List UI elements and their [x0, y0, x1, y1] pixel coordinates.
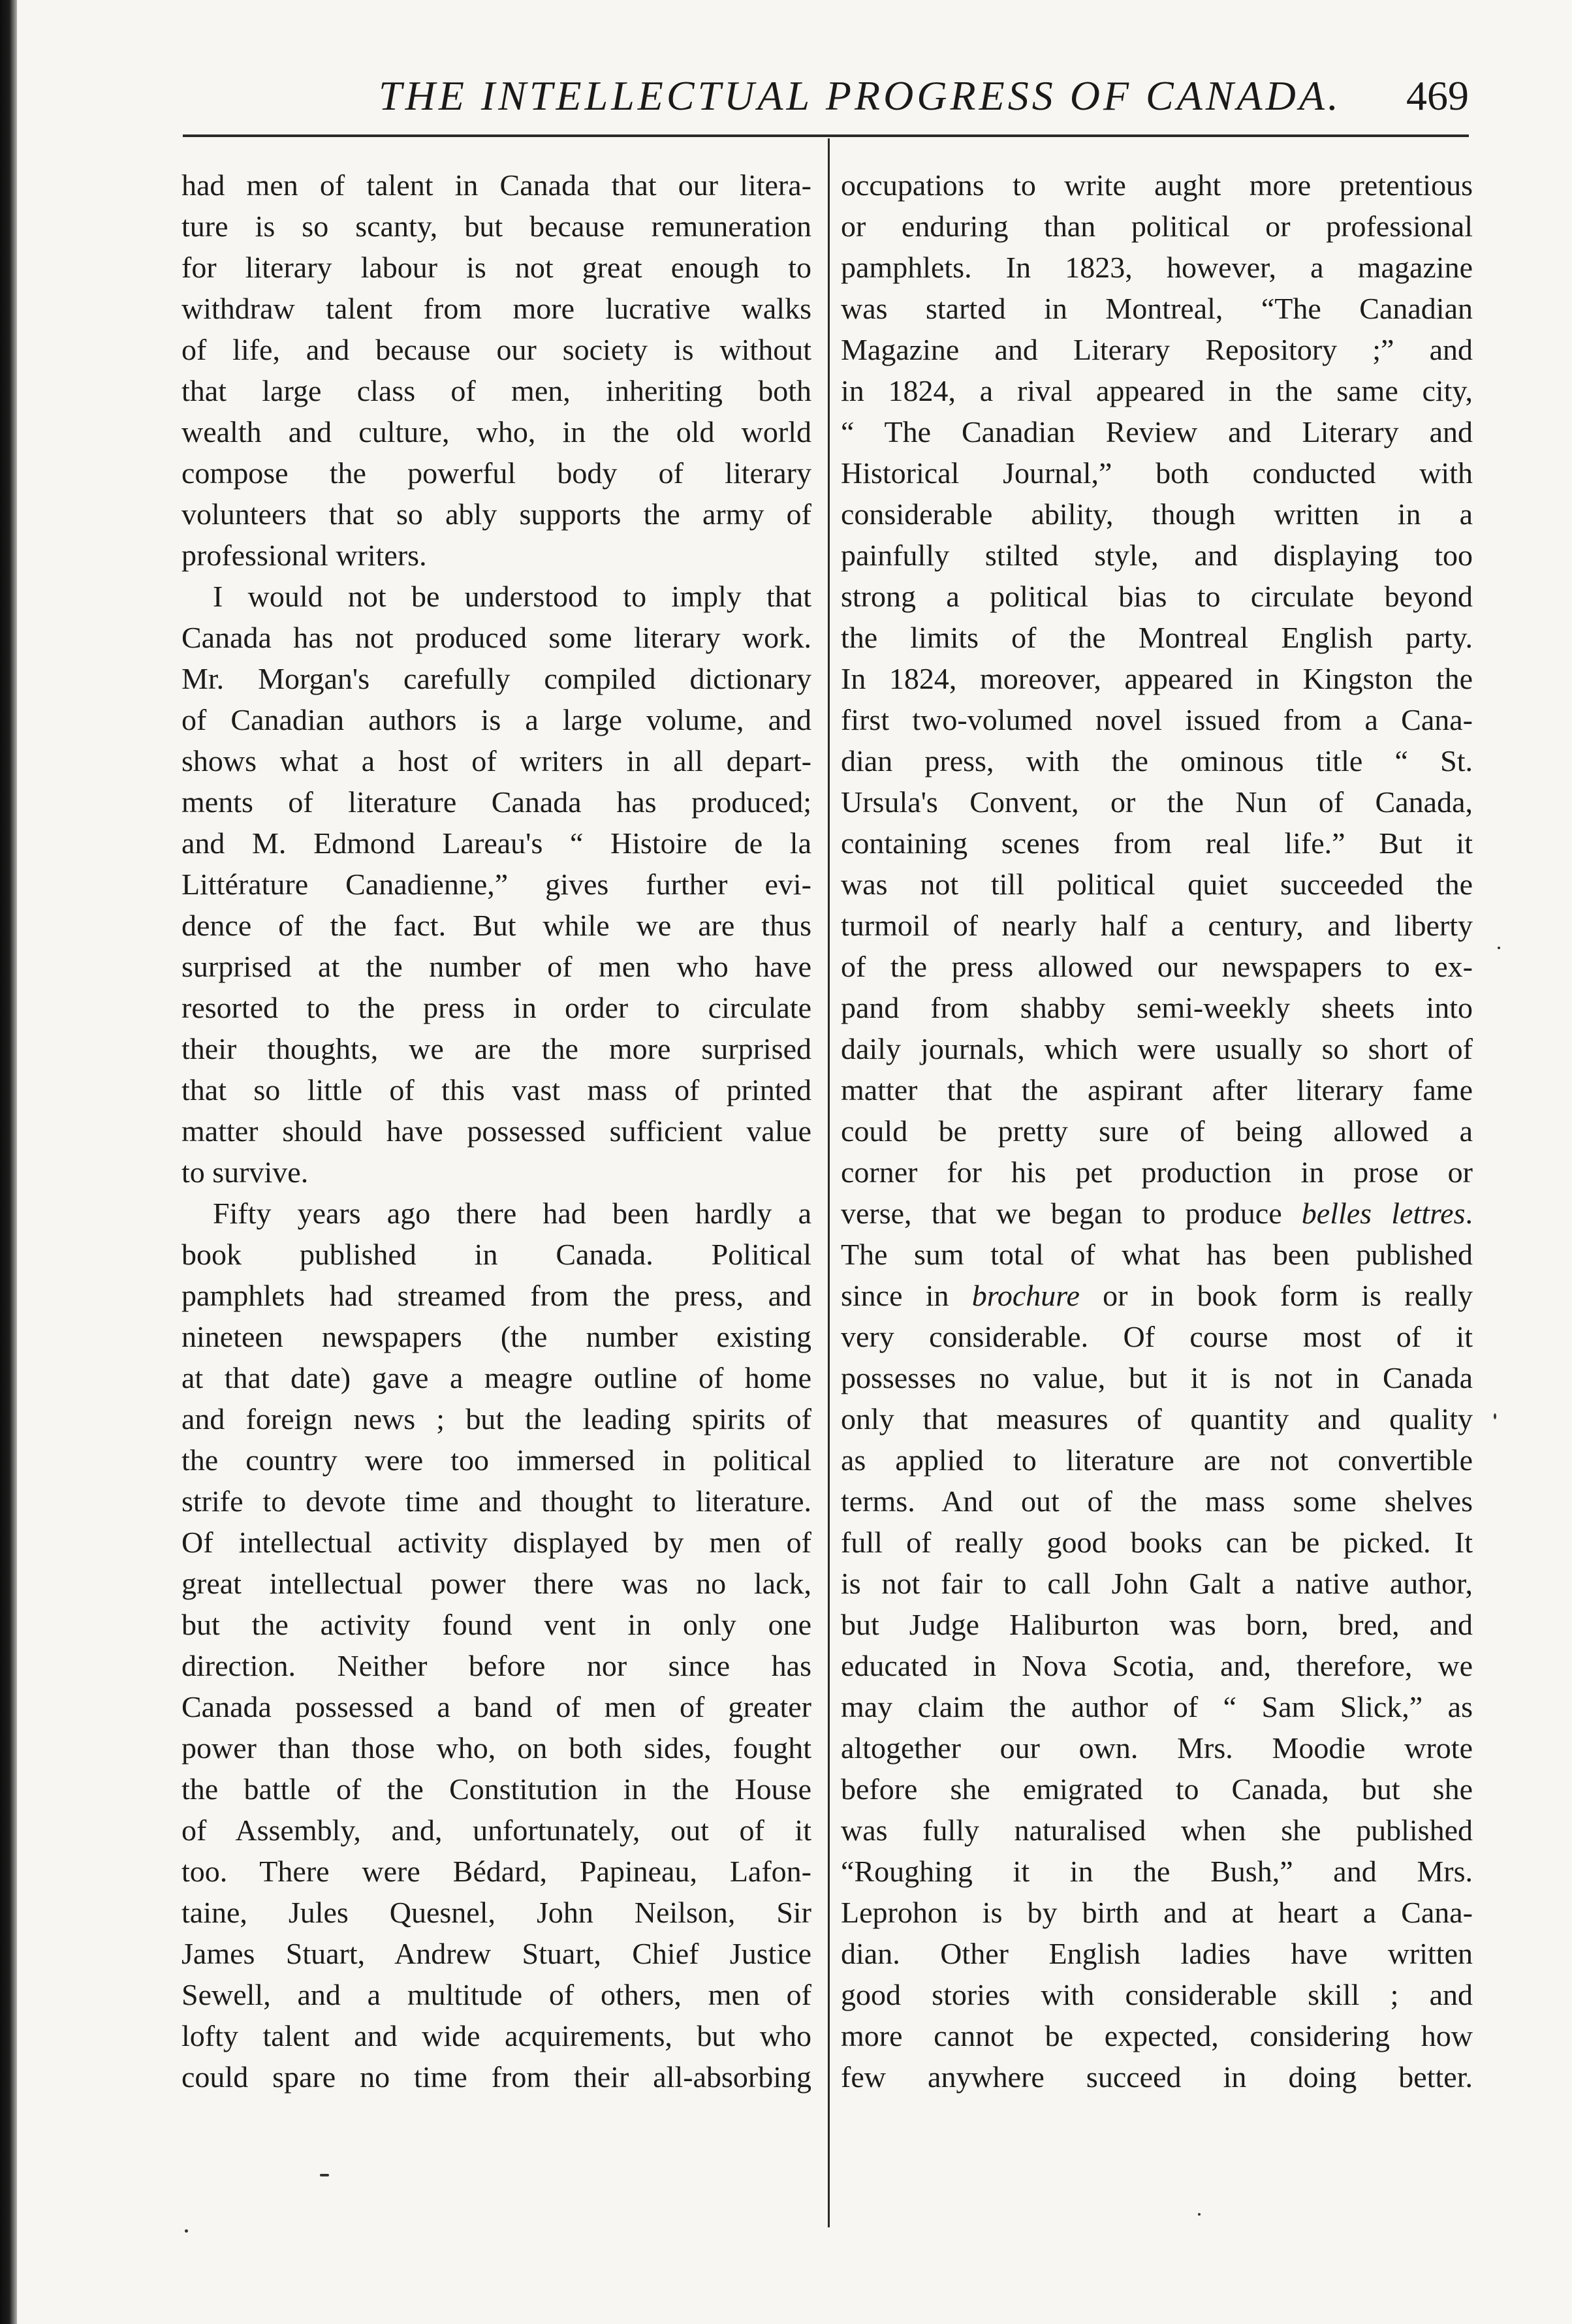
text-line: strife to devote time and thought to literature.	[181, 1484, 811, 1518]
text-line: painfully stilted style, and displaying too	[841, 539, 1473, 572]
text-line: “Roughing it in the Bush,” and Mrs.	[841, 1855, 1473, 1888]
text-line: to survive.	[181, 1155, 309, 1189]
text-line: the battle of the Constitution in the House	[181, 1772, 811, 1806]
page-number: 469	[1406, 72, 1469, 119]
text-line: only that measures of quantity and quality	[841, 1402, 1473, 1436]
text-line: “ The Canadian Review and Literary and	[841, 415, 1473, 448]
text-line: could spare no time from their all-absorbing	[181, 2060, 811, 2094]
text-line: could be pretty sure of being allowed a	[841, 1114, 1473, 1148]
italic-term: belles lettres	[1301, 1197, 1466, 1230]
text-line: great intellectual power there was no lack,	[181, 1567, 811, 1600]
text-line: dian press, with the ominous title “ St.	[841, 744, 1473, 777]
text-line: more cannot be expected, considering how	[841, 2019, 1473, 2052]
text-line: Ursula's Convent, or the Nun of Canada,	[841, 785, 1473, 819]
text-line: and M. Edmond Lareau's “ Histoire de la	[181, 826, 811, 860]
text-line: matter that the aspirant after literary fame	[841, 1073, 1473, 1107]
text-line: possesses no value, but it is not in Canada	[841, 1361, 1473, 1394]
text-line: Mr. Morgan's carefully compiled dictionary	[181, 662, 811, 695]
text-line: considerable ability, though written in a	[841, 497, 1473, 531]
text-line: had men of talent in Canada that our litera-	[181, 168, 811, 202]
text-line: but Judge Haliburton was born, bred, and	[841, 1608, 1473, 1641]
text-line: pamphlets. In 1823, however, a magazine	[841, 251, 1473, 284]
text-line: The sum total of what has been published	[841, 1238, 1473, 1271]
text-line: Canada possessed a band of men of greater	[181, 1690, 811, 1723]
text-line: for literary labour is not great enough to	[181, 251, 811, 284]
text-line: as applied to literature are not convertible	[841, 1443, 1473, 1477]
book-spine-shadow	[0, 0, 17, 2324]
text-line: daily journals, which were usually so short of	[841, 1032, 1473, 1065]
text-line: before she emigrated to Canada, but she	[841, 1772, 1473, 1806]
text-line: Littérature Canadienne,” gives further evi-	[181, 868, 811, 901]
text-line: I would not be understood to imply that	[213, 580, 811, 613]
left-column	[181, 165, 811, 2097]
text-line: professional writers.	[181, 539, 427, 572]
text-line: of Canadian authors is a large volume, and	[181, 703, 811, 736]
text-line: dence of the fact. But while we are thus	[181, 909, 811, 942]
text-line: resorted to the press in order to circulate	[181, 991, 811, 1024]
text-line: turmoil of nearly half a century, and liberty	[841, 909, 1473, 942]
text-line	[841, 1275, 1473, 1316]
header-rule	[183, 134, 1469, 137]
text-line: was not till political quiet succeeded the	[841, 868, 1473, 901]
text-line: ments of literature Canada has produced;	[181, 785, 811, 819]
text-line: Magazine and Literary Repository ;” and	[841, 333, 1473, 366]
text-line: Of intellectual activity displayed by men of	[181, 1526, 811, 1559]
text-line: ture is so scanty, but because remuneration	[181, 210, 811, 243]
text-line: shows what a host of writers in all depart-	[181, 744, 811, 777]
text-line: compose the powerful body of literary	[181, 456, 811, 490]
text-line: James Stuart, Andrew Stuart, Chief Justice	[181, 1937, 811, 1970]
text-line: In 1824, moreover, appeared in Kingston the	[841, 662, 1473, 695]
text-line	[841, 1193, 1473, 1234]
text-line: direction. Neither before nor since has	[181, 1649, 811, 1682]
text-line: altogether our own. Mrs. Moodie wrote	[841, 1731, 1473, 1765]
page-header	[183, 63, 1469, 134]
running-title: THE INTELLECTUAL PROGRESS OF CANADA.	[379, 72, 1342, 119]
text-line: occupations to write aught more pretentious	[841, 168, 1473, 202]
text-line: the limits of the Montreal English party.	[841, 621, 1473, 654]
text-line: Historical Journal,” both conducted with	[841, 456, 1473, 490]
text-line: was started in Montreal, “The Canadian	[841, 292, 1473, 325]
text-line: their thoughts, we are the more surprised	[181, 1032, 811, 1065]
text-line: very considerable. Of course most of it	[841, 1320, 1473, 1353]
text-line: corner for his pet production in prose or	[841, 1155, 1473, 1189]
text-line: matter should have possessed sufficient value	[181, 1114, 811, 1148]
text-line: at that date) gave a meagre outline of home	[181, 1361, 811, 1394]
text-line: pamphlets had streamed from the press, and	[181, 1279, 811, 1312]
text-line: withdraw talent from more lucrative walks	[181, 292, 811, 325]
text-line: first two-volumed novel issued from a Cana-	[841, 703, 1473, 736]
text-segment: or in book form is really	[1079, 1279, 1473, 1312]
text-line: Canada has not produced some literary work.	[181, 621, 811, 654]
text-line: Sewell, and a multitude of others, men of	[181, 1978, 811, 2011]
text-line: that so little of this vast mass of printed	[181, 1073, 811, 1107]
text-line: may claim the author of “ Sam Slick,” as	[841, 1690, 1473, 1723]
text-line: nineteen newspapers (the number existing	[181, 1320, 811, 1353]
text-line: of the press allowed our newspapers to ex-	[841, 950, 1473, 983]
text-line: was fully naturalised when she published	[841, 1814, 1473, 1847]
text-segment: since in	[841, 1279, 972, 1312]
text-line: few anywhere succeed in doing better.	[841, 2060, 1473, 2094]
text-line: in 1824, a rival appeared in the same city,	[841, 374, 1473, 407]
text-line: surprised at the number of men who have	[181, 950, 811, 983]
text-line: lofty talent and wide acquirements, but who	[181, 2019, 811, 2052]
text-line: Fifty years ago there had been hardly a	[213, 1197, 811, 1230]
text-line: that large class of men, inheriting both	[181, 374, 811, 407]
text-line: is not fair to call John Galt a native author,	[841, 1567, 1473, 1600]
text-line: of Assembly, and, unfortunately, out of it	[181, 1814, 811, 1847]
right-column	[841, 165, 1473, 2097]
text-line: the country were too immersed in political	[181, 1443, 811, 1477]
text-line: good stories with considerable skill ; and	[841, 1978, 1473, 2011]
text-line: book published in Canada. Political	[181, 1238, 811, 1271]
text-line: or enduring than political or professional	[841, 210, 1473, 243]
text-segment: verse, that we began to produce	[841, 1197, 1302, 1230]
column-divider	[828, 138, 830, 2227]
text-line: strong a political bias to circulate beyond	[841, 580, 1473, 613]
text-line: pand from shabby semi-weekly sheets into	[841, 991, 1473, 1024]
text-line: and foreign news ; but the leading spirits of	[181, 1402, 811, 1436]
text-line: volunteers that so ably supports the army of	[181, 497, 811, 531]
text-line: wealth and culture, who, in the old world	[181, 415, 811, 448]
text-line: power than those who, on both sides, fought	[181, 1731, 811, 1765]
text-line: containing scenes from real life.” But it	[841, 826, 1473, 860]
text-line: but the activity found vent in only one	[181, 1608, 811, 1641]
text-line: dian. Other English ladies have written	[841, 1937, 1473, 1970]
text-line: full of really good books can be picked. It	[841, 1526, 1473, 1559]
text-line: too. There were Bédard, Papineau, Lafon-	[181, 1855, 811, 1888]
text-line: taine, Jules Quesnel, John Neilson, Sir	[181, 1896, 811, 1929]
text-line: of life, and because our society is without	[181, 333, 811, 366]
text-line: educated in Nova Scotia, and, therefore, we	[841, 1649, 1473, 1682]
text-line: Leprohon is by birth and at heart a Cana-	[841, 1896, 1473, 1929]
italic-term: brochure	[971, 1279, 1080, 1312]
text-segment: .	[1465, 1197, 1473, 1230]
text-line: terms. And out of the mass some shelves	[841, 1484, 1473, 1518]
